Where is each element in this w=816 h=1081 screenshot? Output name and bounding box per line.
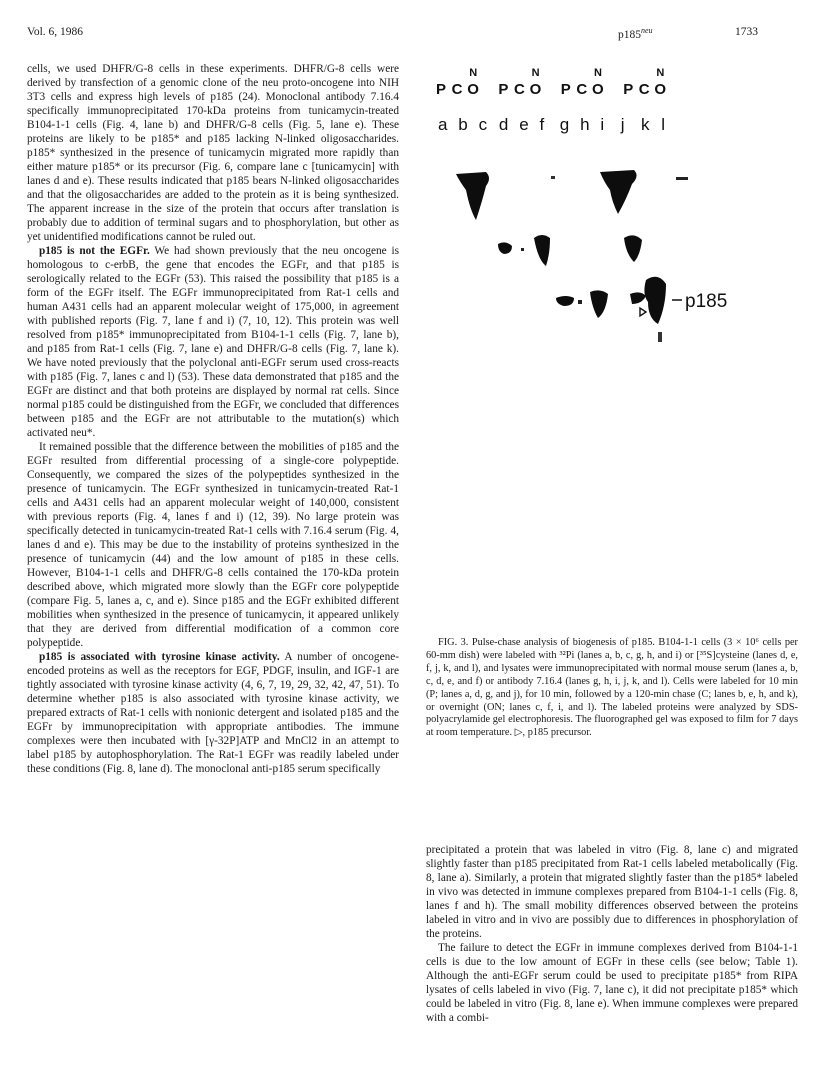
section-2-body: A number of oncogene-encoded proteins as well as the receptors for EGF, PDGF, insulin, and IGF-1 are tightly associated with tyrosine kinase activity (4, 6, 7, 19, 29, 32, 42, 47, 51). To determine whether p185 is also associated with tyrosine kinase activity, we prepared extracts of Rat-1 cells with nonionic detergent and isolated p185 and the EGFr by immunoprecipitation with appropriate antibodies. The immune complexes were then incubated with [γ-32P]ATP and MnCl2 in an attempt to label p185 by autophosphorylation. The Rat-1 EGFr was readily labeled under these conditions (Fig. 8, lane d). The monoclonal anti-p185 serum specifically [27, 651, 399, 775]
label-row1-char: P [436, 81, 447, 98]
right-para-1: precipitated a protein that was labeled in vitro (Fig. 8, lane c) and migrated slightly faster than p185 precipitated from Rat-1 cells labeled metabolically (Fig. 8, lane a). Similarly, a protein that migrated slightly faster than the p185* labeled in vivo was detected in immune complexes prepared from B104-1-1 cells (Fig. 8, lanes f and h). The small mobility differences observed between the proteins labeled in vitro and in vivo are possibly due to differences in phosphorylation of the proteins. [426, 844, 798, 940]
band-top-c [456, 172, 489, 220]
left-para-1: cells, we used DHFR/G-8 cells in these experiments. DHFR/G-8 cells were derived by transfection of a genomic clone of the neu proto-oncogene into NIH 3T3 cells and express high levels of p185 (24). Monoclonal antibody 7.16.4 specifically immunoprecipitated 170-kDa proteins from tunicamycin-treated B104-1-1 cells (Fig. 4, lane b) and DHFR/G-8 cells (Fig. 5, lane e). These proteins are likely to be p185* and p185 lacking N-linked oligosaccharides. p185* synthesized in the presence of tunicamycin migrated more rapidly than either mature p185* or its precursor (Fig. 6, compare lane c [tunicamycin] with lanes d and e). These results indicated that p185 bears N-linked oligosaccharides and that the oligosaccharides are added to the protein as it is being synthesized. The apparent increase in the size of the protein that occurs after translation is probably due to addition of terminal sugars and to phosphorylation, but other as yet unidentified modifications cannot be ruled out. [27, 63, 399, 243]
page-number: 1733 [735, 26, 758, 38]
label-row1-char: C [576, 81, 588, 98]
lane-letter: b [458, 115, 468, 134]
band-mid-d [498, 242, 512, 254]
lane-letter: l [661, 115, 666, 134]
section-heading-kinase: p185 is associated with tyrosine kinase activity. [39, 651, 280, 663]
running-title [618, 26, 653, 41]
gel-image [426, 62, 798, 362]
precursor-arrow [640, 308, 646, 316]
lane-letter: d [498, 115, 509, 134]
label-row1-char: N [656, 67, 665, 79]
lane-letter: a [438, 115, 448, 134]
label-row1-char: C [638, 81, 650, 98]
band-low-k [630, 292, 646, 304]
band-low-l [644, 277, 666, 324]
lane-letter: j [620, 115, 625, 134]
band-mid-f [534, 235, 550, 266]
running-title-sup: neu [641, 26, 653, 35]
lane-letter: g [559, 115, 570, 134]
label-row1-char: P [560, 81, 571, 98]
left-column [27, 62, 399, 776]
label-row1-char: N [531, 67, 540, 79]
band-top-i [600, 170, 637, 214]
band-label-p185: p185 [685, 291, 728, 312]
band-low-g [556, 296, 574, 306]
left-section-2 [27, 650, 399, 776]
label-row1-char: O [467, 81, 479, 98]
label-row1-char: O [654, 81, 667, 98]
figure-caption [426, 637, 798, 740]
label-row1-char: P [498, 81, 509, 98]
label-row1-char: C [514, 81, 525, 98]
label-row1-char: C [451, 81, 463, 98]
caption-text: FIG. 3. Pulse-chase analysis of biogenesis of p185. B104-1-1 cells (3 × 10⁶ cells per 60-mm dish) were labeled with ³²Pi (lanes a, b, c, g, h, and i) or [³⁵S]cysteine (lanes d, e, f, j, k, and l), and lysates were immunoprecipitated with normal mouse serum (lanes a, b, c, d, e, and f) or antibody 7.16.4 (lanes g, h, i, j, k, and l). Cells were labeled for 10 min (P; lanes a, d, g, and j), for 10 min, followed by a 120-min chase (C; lanes b, e, h, and k), or overnight (ON; lanes c, f, i, and l). The labeled proteins were analyzed by SDS-polyacrylamide gel electrophoresis. The fluorographed gel was exposed to film for 7 days at room temperature. ▷, p185 precursor. [426, 637, 798, 739]
band-mid-dot [521, 248, 524, 251]
section-heading-egfr: p185 is not the EGFr. [39, 245, 150, 257]
lane-letter: e [519, 115, 529, 134]
lane-letter: c [478, 115, 488, 134]
band-low-h [590, 290, 608, 318]
band-top-l [676, 177, 688, 180]
figure-3-gel [426, 62, 798, 362]
running-title-main: p185 [618, 28, 641, 41]
band-mid-j [624, 235, 642, 262]
band-top-faint [551, 176, 555, 179]
label-row1-char: N [469, 67, 478, 79]
band-low-tail [658, 332, 662, 342]
left-para-3: It remained possible that the difference between the mobilities of p185 and the EGFr resulted from differential processing of a single-core polypeptide. Consequently, we compared the sizes of the polypeptides synthesized in the presence of tunicamycin. The EGFr synthesized in tunicamycin-treated Rat-1 cells and A431 cells had an apparent molecular weight of 140,000, consistent with previous reports (Fig. 4, lanes f and i) (12, 39). No large protein was specifically detected in tunicamycin-treated Rat-1 cells with 7.16.4 serum (Fig. 4, lanes d and e). This may be due to the instability of proteins synthesized in the presence of tunicamycin (44) and the low amount of p185 in these cells. However, B104-1-1 cells and DHFR/G-8 cells contained the 170-kDa protein described above, which migrated more slowly than the EGFr core polypeptide (compare Fig. 5, lanes a, c, and e). Since p185 and the EGFr exhibited different mobilities when synthesized in the presence of tunicamycin, it appeared unlikely that they are derived from differential modification of a common core polypeptide. [27, 441, 399, 649]
lane-letter: k [641, 115, 650, 134]
lane-letter: f [539, 115, 545, 134]
left-section-1 [27, 244, 399, 440]
band-low-dot [578, 300, 582, 304]
lane-letter: h [580, 115, 590, 134]
label-row1-char: P [623, 81, 634, 98]
label-row1-char: N [594, 67, 602, 79]
lane-letter: i [600, 115, 605, 134]
section-1-body: We had shown previously that the neu oncogene is homologous to c-erbB, the gene that encodes the EGFr, and that p185 is serologically related to the EGFr (53). This raised the possibility that p185 is a form of the EGFr itself. The EGFr immunoprecipitated from Rat-1 cells and human A431 cells had an apparent molecular weight of 175,000, in agreement with published reports (Fig. 7, lane f and i) (7, 10, 12). This protein was well resolved from p185* immunoprecipitated from B104-1-1 cells (Fig. 7, lane b), and p185 from Rat-1 cells (Fig. 7, lane e) and DHFR/G-8 cells (Fig. 7, lane k). We have noted previously that the polyclonal anti-EGFr serum used cross-reacts with p185 (Fig. 7, lanes c and l) (53). These data demonstrated that p185 and the EGFr are distinct and that both proteins are displayed by normal rat cells. Since normal p185 could be distinguished from the EGFr, we concluded that differences between p185 and the EGFr are not attributable to the mutation(s) which activated neu*. [27, 245, 399, 439]
label-row1-char: O [529, 81, 542, 98]
journal-volume: Vol. 6, 1986 [27, 26, 84, 38]
right-column [426, 843, 798, 1025]
label-row1-char: O [592, 81, 604, 98]
right-para-2: The failure to detect the EGFr in immune complexes derived from B104-1-1 cells is due to the low amount of EGFr in these cells (see below; Table 1). Although the anti-EGFr serum could be used to precipitate p185* from RIPA lysates of cells labeled in vivo (Fig. 7, lane c), it did not precipitate p185* which could be labeled in vitro (Fig. 8, lane e). When immune complexes were prepared with a combi- [426, 942, 798, 1024]
